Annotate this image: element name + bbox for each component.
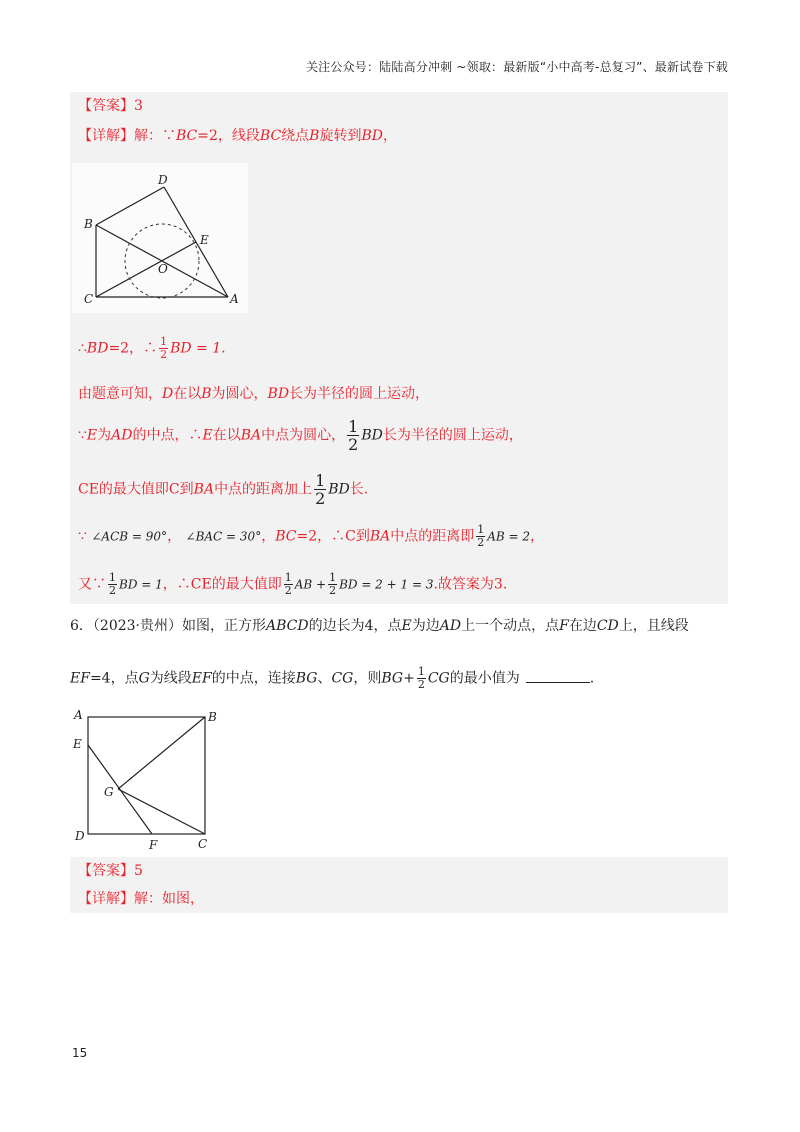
text: 又∵ [78,576,106,593]
math: BD [361,128,383,144]
text: ，∴CE的最大值即 [162,576,282,593]
denominator: 2 [284,584,292,597]
math: BD = 1 [119,577,163,592]
text: 上一个动点，点 [461,618,560,634]
square-abcd [88,717,205,834]
text: 的最小值为 [449,670,520,687]
numerator: 1 [329,571,337,584]
numerator: 1 [315,471,326,490]
math: G [138,670,150,687]
numerator: 1 [109,571,116,584]
math: BC [176,128,198,144]
text: ， [261,528,276,545]
fraction [347,418,359,453]
text: ， [382,128,397,144]
denominator: 2 [109,584,116,597]
text: 为圆心， [211,386,268,402]
fraction [284,572,293,597]
label-c: C [198,837,208,851]
math: ∠BAC = 30° [185,529,262,544]
math: BA [369,528,391,545]
text: + [403,670,415,687]
math: CG [427,670,450,687]
text: ，则 [353,670,382,687]
page-header: 关注公众号：陆陆高分冲刺 ~领取：最新版“小中高考-总复习”、最新试卷下载 [305,60,728,74]
math: AB = 2 [487,529,531,544]
answer-value: 5 [134,863,143,879]
text: .故答案为3. [433,576,508,593]
text: =2，∴C到 [296,528,370,545]
figure-square [70,704,220,854]
math: BA [240,427,262,444]
text: =2，线段 [197,128,260,144]
math: E [202,427,213,444]
math: BG [295,670,318,687]
numerator: 1 [348,417,359,436]
label-c: C [84,292,94,306]
math: B [201,386,212,402]
numerator: 1 [160,335,168,348]
text: ∵ [78,427,87,444]
label-d: D [158,173,168,187]
segment-gb [118,717,205,789]
label-e: E [200,233,209,247]
solution-line-4 [78,418,523,453]
denominator: 2 [417,678,425,691]
text: 在以 [212,427,241,444]
text: 绕点 [281,128,310,144]
segment-ce [96,242,196,297]
label-f: F [149,838,158,852]
page-number: 15 [72,1046,88,1060]
answer-line [78,96,143,116]
text: 为边 [411,618,440,634]
text: 6．（2023·贵州）如图，正方形 [70,618,266,634]
denominator: 2 [348,435,359,454]
math: CG [331,670,354,687]
text: ， [530,528,545,545]
fraction [476,524,485,549]
denominator: 2 [160,348,168,361]
answer-value: 3 [134,98,143,114]
fraction [417,666,426,691]
math: CD [596,618,619,634]
math: E [401,618,412,634]
text: ∵ [78,528,87,545]
fraction [159,336,168,361]
numerator: 1 [477,523,485,536]
solution-line-7 [78,572,507,597]
fraction [314,472,326,507]
math: AB + [294,577,327,592]
text: 由题意可知， [78,386,162,402]
figure2-svg [70,704,220,854]
denominator: 2 [315,489,326,508]
denominator: 2 [329,584,337,597]
text: CE的最大值即C到 [78,481,194,498]
text: =2，∴ [108,340,158,357]
denominator: 2 [477,536,485,549]
text: 中点为圆心， [261,427,346,444]
math: E [86,427,98,444]
detail-label: 【详解】 [78,891,134,907]
label-a: A [74,708,83,722]
math: BA [193,481,215,498]
math: D [162,386,174,402]
solution-line-3 [78,384,429,404]
text: 上，且线段 [618,618,689,634]
math: AD [111,427,133,444]
text: 的中点，∴ [132,427,203,444]
text: 为线段 [149,670,192,687]
math: EF [70,670,90,687]
text: 长为半径的圆上运动， [289,386,430,402]
math: BD [267,386,290,402]
text: . [221,340,226,357]
detail-text: 解：如图， [134,891,204,907]
figure-rotation-circle [72,163,248,313]
text: 长为半径的圆上运动， [382,427,523,444]
math: EF [191,670,212,687]
text: ， [167,528,182,545]
question6-line1 [70,616,689,636]
math: ABCD [266,618,309,634]
answer-label: 【答案】 [78,98,134,114]
math: BC [259,128,282,144]
numerator: 1 [417,665,425,678]
fraction [108,572,117,597]
detail-line [78,889,204,909]
text: 中点的距离即 [390,528,475,545]
segment-gc [118,789,205,834]
text: 长. [349,481,369,498]
answer-label: 【答案】 [78,863,134,879]
math: AD [439,618,462,634]
math: BD = 1 [170,340,222,357]
math: BD [86,340,109,357]
label-a: A [230,292,239,306]
solution-block-q6 [70,857,728,913]
math: B [309,128,320,144]
answer-blank [526,668,590,683]
text: 在以 [173,386,202,402]
solution-line-5 [78,472,368,507]
math: BD [328,481,350,498]
math: F [559,618,569,634]
text: 、 [317,670,332,687]
question6-line2 [70,666,594,691]
label-g: G [104,785,114,799]
numerator: 1 [284,571,292,584]
segment-bd [96,187,164,225]
text: 为 [97,427,112,444]
detail-intro-line [78,126,397,146]
text: 中点的距离加上 [214,481,313,498]
text: =4，点 [89,670,139,687]
label-o: O [158,262,168,276]
answer-line [78,861,143,881]
label-d: D [75,829,85,843]
math: ∠ACB = 90° [91,529,168,544]
math: BD [361,427,383,444]
text: 的中点，连接 [211,670,296,687]
label-b: B [208,710,217,724]
math: BC [275,528,297,545]
detail-label: 【详解】 [78,128,134,144]
text: ∴ [78,340,87,357]
text: 在边 [568,618,597,634]
text: 解：∵ [134,128,176,144]
fraction [328,572,337,597]
math: BD = 2 + 1 = 3 [339,577,434,592]
solution-line-6 [78,524,544,549]
figure1-svg [72,163,248,313]
label-b: B [84,217,93,231]
solution-line-2 [78,336,226,361]
text: 旋转到 [319,128,362,144]
label-e: E [73,737,82,751]
math: BG [381,670,404,687]
text: 的边长为4，点 [308,618,402,634]
text: . [589,670,595,687]
